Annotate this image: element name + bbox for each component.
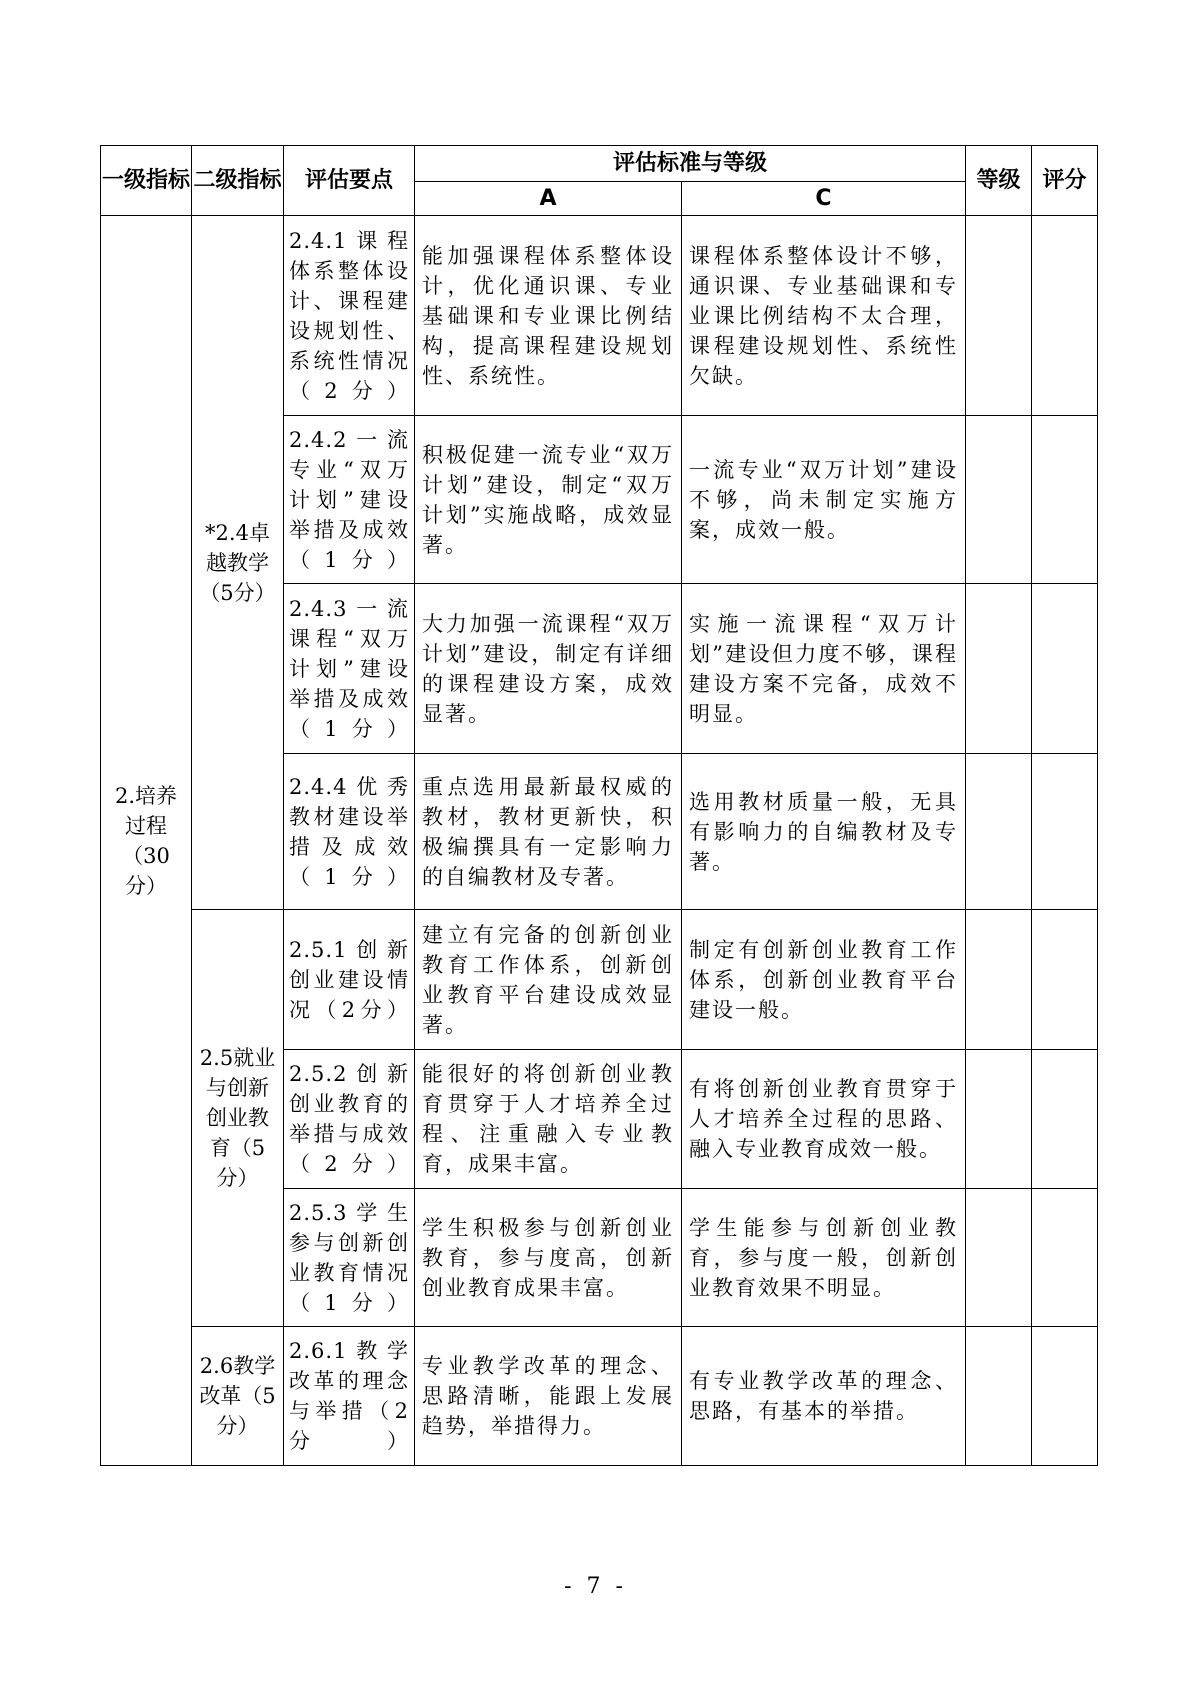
group-text-2-4: *2.4卓越教学（5分） xyxy=(199,520,276,605)
grade-a-cell xyxy=(415,910,682,1050)
grade-c-text: 有将创新创业教育贯穿于人才培养全过程的思路、融入专业教育成效一般。 xyxy=(689,1077,959,1161)
grade-c-text: 学生能参与创新创业教育，参与度一般，创新创业教育效果不明显。 xyxy=(689,1215,959,1300)
level1-text: 2.培养过程（30分） xyxy=(114,783,178,898)
header-level1-text: 一级指标 xyxy=(101,167,190,193)
grade-a-text: 专业教学改革的理念、思路清晰，能跟上发展趋势，举措得力。 xyxy=(422,1354,674,1438)
grade-a-text: 积极促建一流专业“双万计划”建设，制定“双万计划”实施战略，成效显著。 xyxy=(422,442,674,557)
point-text: 2.4.1课程体系整体设计、课程建设规划性、系统性情况（2分） xyxy=(289,228,409,403)
page-number: - 7 - xyxy=(564,1574,627,1599)
grade-a-cell xyxy=(415,416,682,584)
grade-a-cell xyxy=(415,1050,682,1189)
grade-c-text: 课程体系整体设计不够，通识课、专业基础课和专业课比例结构不太合理，课程建设规划性、系统性欠缺。 xyxy=(689,243,959,388)
grade-c-cell xyxy=(682,416,966,584)
grade-a-text: 学生积极参与创新创业教育，参与度高，创新创业教育成果丰富。 xyxy=(422,1215,674,1300)
score-input-cell[interactable] xyxy=(1032,754,1098,910)
grade-a-cell xyxy=(415,1189,682,1327)
group-text-2-5: 2.5就业与创新创业教育（5分） xyxy=(199,1046,276,1190)
score-input-cell[interactable] xyxy=(1032,1327,1098,1466)
point-cell xyxy=(284,754,415,910)
grade-a-text: 大力加强一流课程“双万计划”建设，制定有详细的课程建设方案，成效显著。 xyxy=(422,611,674,726)
point-cell xyxy=(284,216,415,416)
grade-input-cell[interactable] xyxy=(966,416,1032,584)
point-cell xyxy=(284,416,415,584)
table-row xyxy=(101,216,1098,416)
grade-c-cell xyxy=(682,216,966,416)
grade-a-text: 建立有完备的创新创业教育工作体系，创新创业教育平台建设成效显著。 xyxy=(422,922,674,1037)
grade-c-text: 实施一流课程“双万计划”建设但力度不够，课程建设方案不完备，成效不明显。 xyxy=(689,611,959,726)
grade-input-cell[interactable] xyxy=(966,910,1032,1050)
grade-input-cell[interactable] xyxy=(966,1050,1032,1189)
header-c xyxy=(682,182,966,216)
point-text: 2.4.2一流专业“双万计划”建设举措及成效（1分） xyxy=(289,427,409,572)
grade-input-cell[interactable] xyxy=(966,1327,1032,1466)
header-level2-text: 二级指标 xyxy=(193,167,282,193)
score-input-cell[interactable] xyxy=(1032,584,1098,754)
grade-c-cell xyxy=(682,1189,966,1327)
header-c-text: C xyxy=(815,185,832,211)
grade-c-text: 有专业教学改革的理念、思路，有基本的举措。 xyxy=(689,1369,959,1423)
header-standard xyxy=(415,146,966,182)
header-a xyxy=(415,182,682,216)
grade-input-cell[interactable] xyxy=(966,1189,1032,1327)
score-input-cell[interactable] xyxy=(1032,910,1098,1050)
grade-c-cell xyxy=(682,584,966,754)
evaluation-table xyxy=(100,145,1098,1466)
point-cell xyxy=(284,1050,415,1189)
point-cell xyxy=(284,910,415,1050)
header-points xyxy=(284,146,415,216)
header-standard-text: 评估标准与等级 xyxy=(613,150,768,176)
grade-a-text: 能很好的将创新创业教育贯穿于人才培养全过程、注重融入专业教育，成果丰富。 xyxy=(422,1062,674,1176)
grade-input-cell[interactable] xyxy=(966,754,1032,910)
point-text: 2.6.1教学改革的理念与举措（2分） xyxy=(289,1339,409,1453)
grade-c-cell xyxy=(682,1327,966,1466)
grade-c-text: 选用教材质量一般，无具有影响力的自编教材及专著。 xyxy=(689,789,959,874)
point-cell xyxy=(284,1327,415,1466)
header-points-text: 评估要点 xyxy=(304,167,393,193)
group-text-2-6: 2.6教学改革（5分） xyxy=(199,1354,276,1438)
point-text: 2.4.3一流课程“双万计划”建设举措及成效（1分） xyxy=(289,596,409,741)
group-cell-2-4 xyxy=(192,216,284,910)
grade-c-text: 一流专业“双万计划”建设不够，尚未制定实施方案，成效一般。 xyxy=(689,457,959,542)
grade-a-cell xyxy=(415,584,682,754)
point-text: 2.5.1创新创业建设情况（2分） xyxy=(289,937,409,1022)
header-level1 xyxy=(101,146,192,216)
evaluation-table-container xyxy=(100,145,1097,1466)
header-a-text: A xyxy=(539,185,557,211)
score-input-cell[interactable] xyxy=(1032,1050,1098,1189)
grade-input-cell[interactable] xyxy=(966,216,1032,416)
point-cell xyxy=(284,584,415,754)
score-input-cell[interactable] xyxy=(1032,1189,1098,1327)
grade-c-cell xyxy=(682,754,966,910)
group-cell-2-6 xyxy=(192,1327,284,1466)
grade-a-cell xyxy=(415,754,682,910)
grade-c-cell xyxy=(682,910,966,1050)
header-level2 xyxy=(192,146,284,216)
group-cell-2-5 xyxy=(192,910,284,1327)
table-row xyxy=(101,910,1098,1050)
header-score xyxy=(1032,146,1098,216)
point-text: 2.5.3学生参与创新创业教育情况（1分） xyxy=(289,1200,409,1315)
grade-a-text: 重点选用最新最权威的教材，教材更新快，积极编撰具有一定影响力的自编教材及专著。 xyxy=(422,774,674,889)
point-text: 2.4.4优秀教材建设举措及成效（1分） xyxy=(289,774,409,889)
point-cell xyxy=(284,1189,415,1327)
header-score-text: 评分 xyxy=(1042,167,1087,193)
grade-c-text: 制定有创新创业教育工作体系，创新创业教育平台建设一般。 xyxy=(689,937,959,1022)
point-text: 2.5.2创新创业教育的举措与成效（2分） xyxy=(289,1062,409,1176)
header-grade-text: 等级 xyxy=(976,167,1021,193)
score-input-cell[interactable] xyxy=(1032,416,1098,584)
level1-cell xyxy=(101,216,192,1466)
grade-input-cell[interactable] xyxy=(966,584,1032,754)
grade-c-cell xyxy=(682,1050,966,1189)
score-input-cell[interactable] xyxy=(1032,216,1098,416)
grade-a-cell xyxy=(415,216,682,416)
table-row xyxy=(101,1327,1098,1466)
grade-a-text: 能加强课程体系整体设计，优化通识课、专业基础课和专业课比例结构，提高课程建设规划性、系统性。 xyxy=(422,243,674,388)
header-grade xyxy=(966,146,1032,216)
grade-a-cell xyxy=(415,1327,682,1466)
